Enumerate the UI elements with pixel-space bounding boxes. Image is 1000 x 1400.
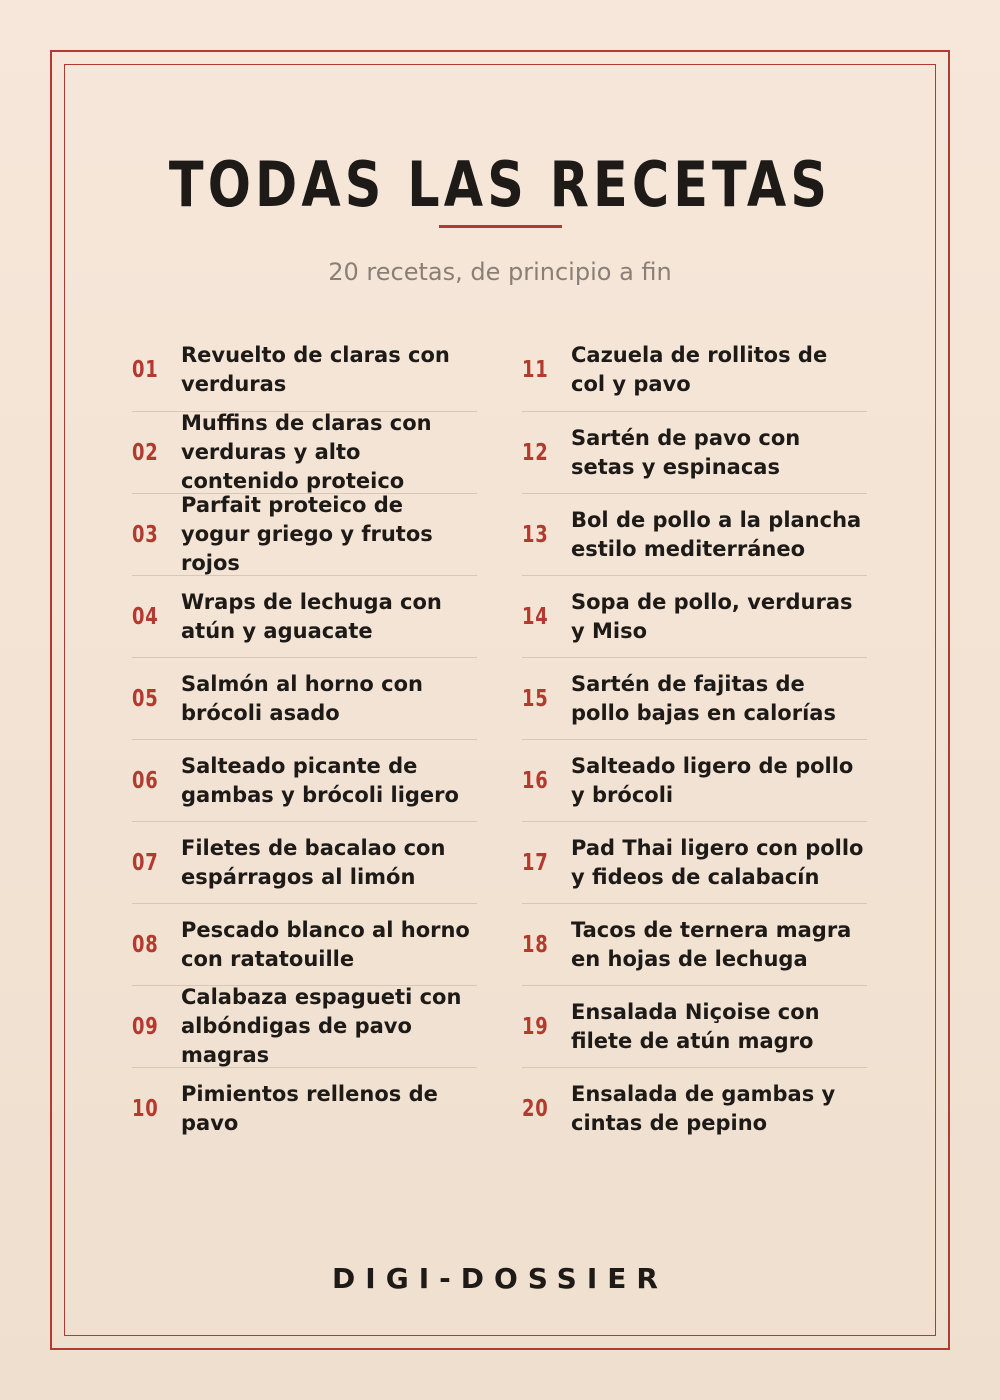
recipe-number: 13 — [522, 521, 549, 548]
list-item — [132, 1067, 477, 1149]
list-item — [132, 493, 477, 575]
list-item — [132, 985, 477, 1067]
recipe-number: 04 — [132, 603, 159, 630]
recipe-number: 09 — [132, 1013, 159, 1040]
list-item — [132, 329, 477, 411]
list-item — [522, 739, 867, 821]
page-title: TODAS LAS RECETAS — [168, 148, 832, 221]
recipe-number: 07 — [132, 849, 159, 876]
list-item — [132, 739, 477, 821]
list-item — [522, 411, 867, 493]
title-underline — [439, 225, 562, 228]
recipe-number: 20 — [522, 1095, 549, 1122]
recipe-number: 18 — [522, 931, 549, 958]
recipe-name: Salmón al horno con brócoli asado — [181, 671, 423, 725]
recipe-number: 14 — [522, 603, 549, 630]
list-item — [132, 821, 477, 903]
recipe-number: 05 — [132, 685, 159, 712]
recipe-number: 11 — [522, 357, 549, 383]
recipe-name: Calabaza espagueti con albóndigas de pavo magras — [181, 985, 462, 1067]
recipe-name: Cazuela de rollitos de col y pavo — [571, 343, 828, 396]
list-item — [522, 985, 867, 1067]
list-item — [132, 903, 477, 985]
list-item — [132, 575, 477, 657]
page-subtitle: 20 recetas, de principio a fin — [328, 258, 672, 286]
recipe-name: Sopa de pollo, verduras y Miso — [571, 589, 853, 643]
list-item — [132, 657, 477, 739]
recipe-number: 12 — [522, 439, 549, 466]
list-item — [522, 821, 867, 903]
recipe-list-right — [522, 329, 867, 1149]
list-item — [522, 329, 867, 411]
recipe-number: 16 — [522, 767, 549, 794]
recipe-name: Revuelto de claras con verduras — [181, 343, 450, 396]
recipe-name: Bol de pollo a la plancha estilo mediterráneo — [571, 507, 862, 561]
recipe-name: Tacos de ternera magra en hojas de lechuga — [571, 917, 852, 971]
recipe-name: Pescado blanco al horno con ratatouille — [181, 917, 470, 971]
recipe-number: 15 — [522, 685, 549, 712]
recipe-name: Parfait proteico de yogur griego y frutos rojos — [181, 493, 433, 575]
recipe-name: Muffins de claras con verduras y alto contenido proteico — [181, 411, 432, 493]
list-item — [522, 903, 867, 985]
list-item — [522, 1067, 867, 1149]
list-item — [522, 493, 867, 575]
recipe-name: Wraps de lechuga con atún y aguacate — [181, 589, 442, 643]
footer-brand: DIGI-DOSSIER — [332, 1262, 668, 1295]
recipe-name: Pimientos rellenos de pavo — [181, 1081, 438, 1135]
recipe-number: 03 — [132, 521, 159, 548]
recipe-number: 08 — [132, 931, 159, 958]
recipe-name: Salteado ligero de pollo y brócoli — [571, 753, 854, 807]
recipe-list-left — [132, 329, 477, 1149]
recipe-name: Sartén de fajitas de pollo bajas en calorías — [571, 671, 836, 725]
recipe-number: 01 — [132, 357, 159, 383]
list-item — [522, 575, 867, 657]
recipe-name: Filetes de bacalao con espárragos al limón — [181, 835, 446, 889]
recipe-name: Ensalada Niçoise con filete de atún magro — [571, 999, 820, 1053]
recipe-name: Pad Thai ligero con pollo y fideos de calabacín — [571, 835, 864, 889]
recipe-number: 10 — [132, 1095, 159, 1122]
recipe-number: 06 — [132, 767, 159, 794]
recipe-name: Salteado picante de gambas y brócoli ligero — [181, 753, 459, 807]
recipe-name: Ensalada de gambas y cintas de pepino — [571, 1081, 836, 1135]
recipe-name: Sartén de pavo con setas y espinacas — [571, 425, 801, 479]
recipe-number: 17 — [522, 849, 549, 876]
list-item — [522, 657, 867, 739]
recipe-number: 02 — [132, 439, 159, 466]
list-item — [132, 411, 477, 493]
recipe-number: 19 — [522, 1013, 549, 1040]
